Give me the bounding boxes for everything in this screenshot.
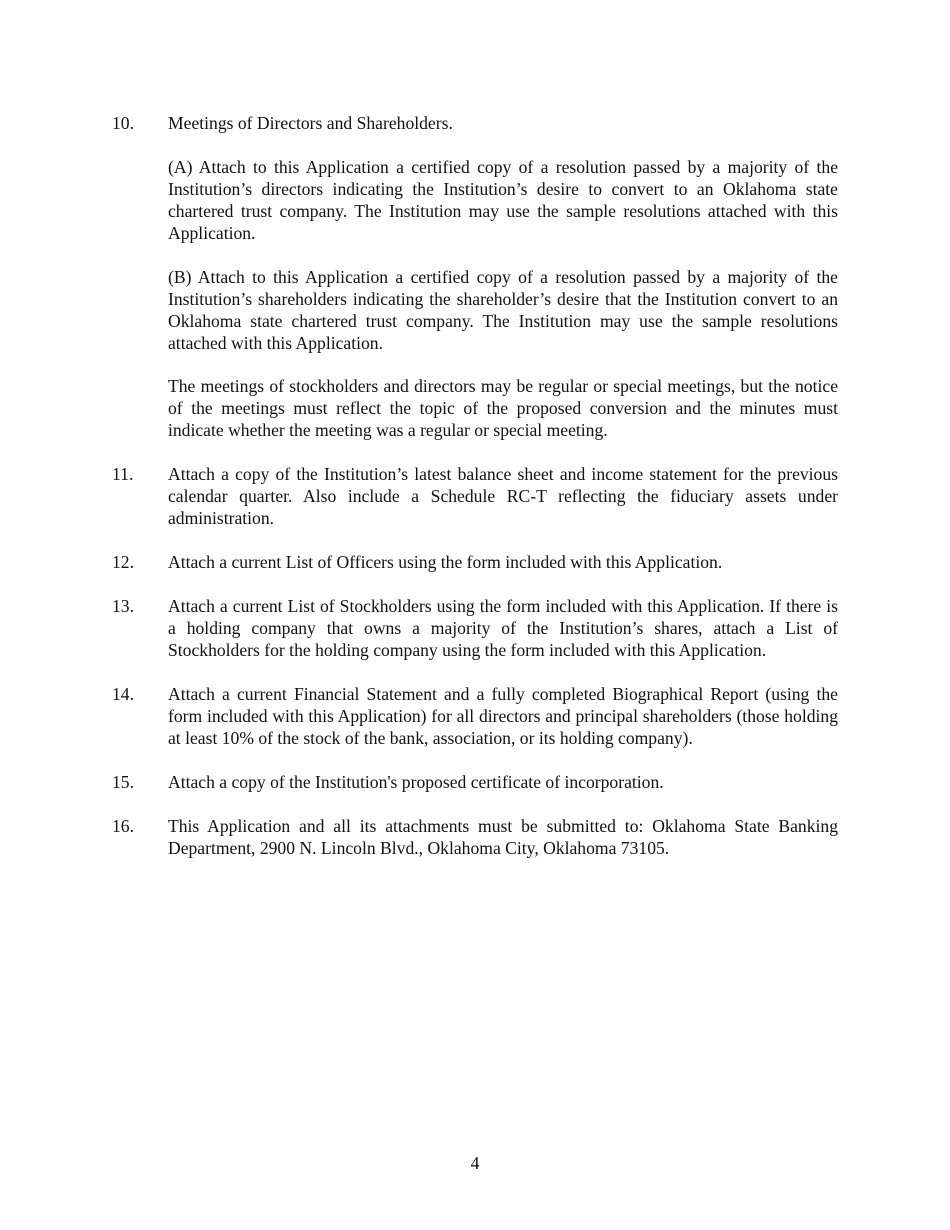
page-number: 4	[470, 1153, 480, 1173]
section-12	[112, 551, 838, 573]
section-number: 13.	[112, 596, 134, 616]
section-heading: Meetings of Directors and Shareholders.	[168, 113, 453, 133]
section-text: Attach a current List of Stockholders using the form included with this Application. If there is a holding company that owns a majority of the Institution’s shares, attach a List of Stockholders for the holding company using the form included with this Application.	[168, 596, 838, 660]
section-number: 11.	[112, 464, 134, 484]
section-text: Attach a copy of the Institution’s latest balance sheet and income statement for the previous calendar quarter. Also include a Schedule RC-T reflecting the fiduciary assets under administration.	[168, 464, 838, 528]
section-text: Attach a copy of the Institution's proposed certificate of incorporation.	[168, 772, 664, 792]
section-text: Attach a current List of Officers using the form included with this Application.	[168, 552, 723, 572]
section-11	[112, 463, 838, 529]
section-text: Attach a current Financial Statement and a fully completed Biographical Report (using the form included with this Application) for all directors and principal shareholders (those holding at least 10% of the stock of the bank, association, or its holding company).	[168, 684, 838, 748]
section-number: 12.	[112, 552, 134, 572]
section-number: 15.	[112, 772, 134, 792]
section-16	[112, 815, 838, 859]
section-number: 14.	[112, 684, 134, 704]
section-10-paragraph-b: (B) Attach to this Application a certified copy of a resolution passed by a majority of the Institution’s shareholders indicating the shareholder’s desire that the Institution convert to an Oklahoma state chartered trust company. The Institution may use the sample resolutions attached with this Application.	[168, 267, 838, 353]
section-10-paragraph-c: The meetings of stockholders and directors may be regular or special meetings, but the notice of the meetings must reflect the topic of the proposed conversion and the minutes must indicate whether the meeting was a regular or special meeting.	[168, 376, 838, 440]
section-number: 16.	[112, 816, 134, 836]
section-text: This Application and all its attachments must be submitted to: Oklahoma State Banking Department, 2900 N. Lincoln Blvd., Oklahoma City, Oklahoma 73105.	[168, 816, 838, 858]
section-15	[112, 771, 838, 793]
section-number: 10.	[112, 113, 134, 133]
section-10	[112, 112, 838, 134]
section-10-paragraph-a: (A) Attach to this Application a certified copy of a resolution passed by a majority of the Institution’s directors indicating the Institution’s desire to convert to an Oklahoma state chartered trust company. The Institution may use the sample resolutions attached with this Application.	[168, 157, 838, 243]
section-13	[112, 595, 838, 661]
section-14	[112, 683, 838, 749]
